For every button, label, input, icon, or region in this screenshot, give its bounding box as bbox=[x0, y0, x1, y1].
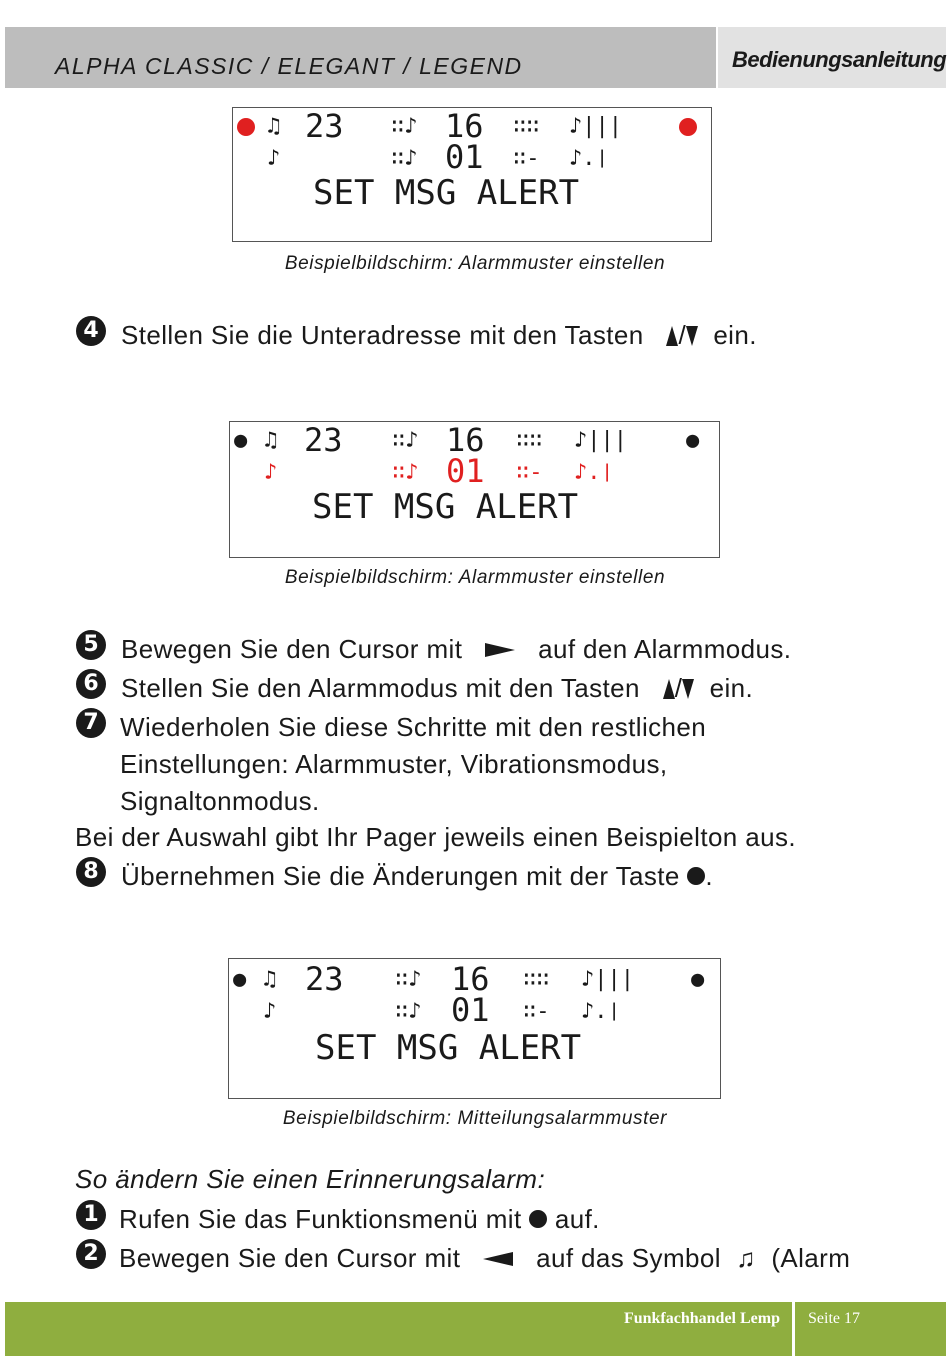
signal-icon: ∷∷ bbox=[516, 428, 543, 453]
vibration-icon: ∷♪ bbox=[392, 428, 419, 453]
step-text: Bewegen Sie den Cursor mit bbox=[121, 634, 463, 664]
lcd-value: 16 bbox=[445, 107, 484, 145]
header-bar bbox=[5, 27, 716, 88]
arrow-down-icon bbox=[682, 679, 694, 699]
bullet-icon: ● bbox=[686, 428, 700, 453]
tone-icon: ♫ bbox=[263, 967, 277, 992]
step-text: Rufen Sie das Funktionsmenü mit bbox=[119, 1204, 522, 1234]
step-number: 4 bbox=[76, 316, 106, 346]
signal-icon: ∷∷ bbox=[513, 114, 540, 139]
vibration-icon: ∷♪ bbox=[395, 967, 422, 992]
lcd-value: 23 bbox=[304, 421, 343, 459]
step-number: 8 bbox=[76, 857, 106, 887]
tone-icon: ♪ bbox=[263, 999, 277, 1024]
footer-bar bbox=[5, 1302, 792, 1356]
arrow-down-icon bbox=[686, 326, 698, 346]
vibration-icon: ∷♪ bbox=[391, 114, 418, 139]
page-number: Seite 17 bbox=[808, 1310, 860, 1327]
arrow-up-icon bbox=[666, 326, 678, 346]
step-number: 7 bbox=[76, 708, 106, 738]
vibration-icon: ∷♪ bbox=[395, 999, 422, 1024]
screen-caption: Beispielbildschirm: Mitteilungsalarmmuster bbox=[282, 1108, 668, 1129]
tone-icon: ♫ bbox=[264, 428, 278, 453]
lcd-value: 16 bbox=[446, 421, 485, 459]
header-doc-box bbox=[718, 27, 946, 88]
step-6: Stellen Sie den Alarmmodus mit den Tasten / ein. bbox=[121, 673, 754, 703]
step-text: auf. bbox=[554, 1204, 600, 1234]
lcd-screen-1 bbox=[232, 107, 712, 242]
signal-icon: ∷- bbox=[513, 146, 540, 171]
lcd-message: SET MSG ALERT bbox=[313, 173, 580, 213]
footer-dealer: Funkfachhandel Lemp bbox=[623, 1310, 780, 1327]
lcd-value: 01 bbox=[446, 452, 485, 490]
tone-icon: ♪ bbox=[267, 146, 281, 171]
info-line: Bei der Auswahl gibt Ihr Pager jeweils einen Beispielton aus. bbox=[75, 822, 797, 852]
volume-icon: ♪||| bbox=[574, 428, 627, 453]
step-text: Übernehmen Sie die Änderungen mit der Taste bbox=[121, 861, 680, 891]
step-text: ein. bbox=[713, 320, 757, 350]
step-text: (Alarm bbox=[771, 1243, 851, 1273]
volume-icon: ♪.❘ bbox=[574, 460, 614, 485]
step-4: Stellen Sie die Unteradresse mit den Tasten / ein. bbox=[121, 320, 757, 350]
step-text: Stellen Sie die Unteradresse mit den Tasten bbox=[121, 320, 644, 350]
signal-icon: ∷- bbox=[516, 460, 543, 485]
step-text: auf den Alarmmodus. bbox=[538, 634, 792, 664]
vibration-icon: ∷♪ bbox=[391, 146, 418, 171]
lcd-message: SET MSG ALERT bbox=[312, 487, 579, 527]
lcd-value: 01 bbox=[451, 991, 490, 1029]
confirm-button-icon bbox=[687, 867, 705, 885]
reminder-step-1 bbox=[119, 1204, 600, 1235]
arrow-right-icon bbox=[485, 643, 515, 657]
step-5 bbox=[121, 634, 791, 665]
lcd-value: 16 bbox=[451, 960, 490, 998]
tone-icon: ♪ bbox=[264, 460, 278, 485]
step-7-line2: Einstellungen: Alarmmuster, Vibrationsmodus, bbox=[120, 749, 668, 779]
step-7-line3: Signaltonmodus. bbox=[120, 786, 320, 816]
function-button-icon bbox=[529, 1210, 547, 1228]
step-text: . bbox=[705, 861, 713, 891]
lcd-screen-3 bbox=[228, 958, 721, 1099]
step-number: 1 bbox=[76, 1200, 106, 1230]
tone-icon: ♫ bbox=[267, 114, 281, 139]
lcd-message: SET MSG ALERT bbox=[315, 1028, 582, 1068]
header-models: ALPHA CLASSIC / ELEGANT / LEGEND bbox=[55, 53, 523, 79]
step-number: 5 bbox=[76, 630, 106, 660]
bullet-icon: ● bbox=[691, 967, 705, 992]
step-text: ein. bbox=[709, 673, 754, 703]
step-number: 6 bbox=[76, 669, 106, 699]
signal-icon: ∷∷ bbox=[523, 967, 550, 992]
screen-caption: Beispielbildschirm: Alarmmuster einstellen bbox=[284, 253, 666, 274]
alarm-tone-icon: ♫ bbox=[736, 1243, 757, 1273]
footer-page-box bbox=[795, 1302, 946, 1356]
step-7-line1: Wiederholen Sie diese Schritte mit den restlichen bbox=[120, 712, 707, 742]
reminder-step-2 bbox=[119, 1243, 850, 1274]
step-text: Stellen Sie den Alarmmodus mit den Tasten bbox=[121, 673, 640, 703]
bullet-icon bbox=[679, 118, 697, 136]
signal-icon: ∷- bbox=[523, 999, 550, 1024]
lcd-value: 23 bbox=[305, 107, 344, 145]
header-doc-title: Bedienungsanleitung bbox=[732, 47, 947, 72]
bullet-icon: ● bbox=[233, 967, 247, 992]
bullet-icon bbox=[237, 118, 255, 136]
step-text: Bewegen Sie den Cursor mit bbox=[119, 1243, 461, 1273]
lcd-value: 01 bbox=[445, 138, 484, 176]
lcd-value: 23 bbox=[305, 960, 344, 998]
step-number: 2 bbox=[76, 1239, 106, 1269]
screen-caption: Beispielbildschirm: Alarmmuster einstellen bbox=[284, 567, 666, 588]
vibration-icon: ∷♪ bbox=[392, 460, 419, 485]
volume-icon: ♪||| bbox=[581, 967, 634, 992]
volume-icon: ♪||| bbox=[569, 114, 622, 139]
arrow-left-icon bbox=[483, 1252, 513, 1266]
arrow-up-icon bbox=[663, 679, 675, 699]
lcd-screen-2 bbox=[229, 421, 720, 558]
step-text: auf das Symbol bbox=[536, 1243, 721, 1273]
section-heading: So ändern Sie einen Erinnerungsalarm: bbox=[75, 1164, 546, 1194]
volume-icon: ♪.❘ bbox=[569, 146, 609, 171]
step-8 bbox=[121, 861, 713, 892]
bullet-icon: ● bbox=[234, 428, 248, 453]
volume-icon: ♪.❘ bbox=[581, 999, 621, 1024]
